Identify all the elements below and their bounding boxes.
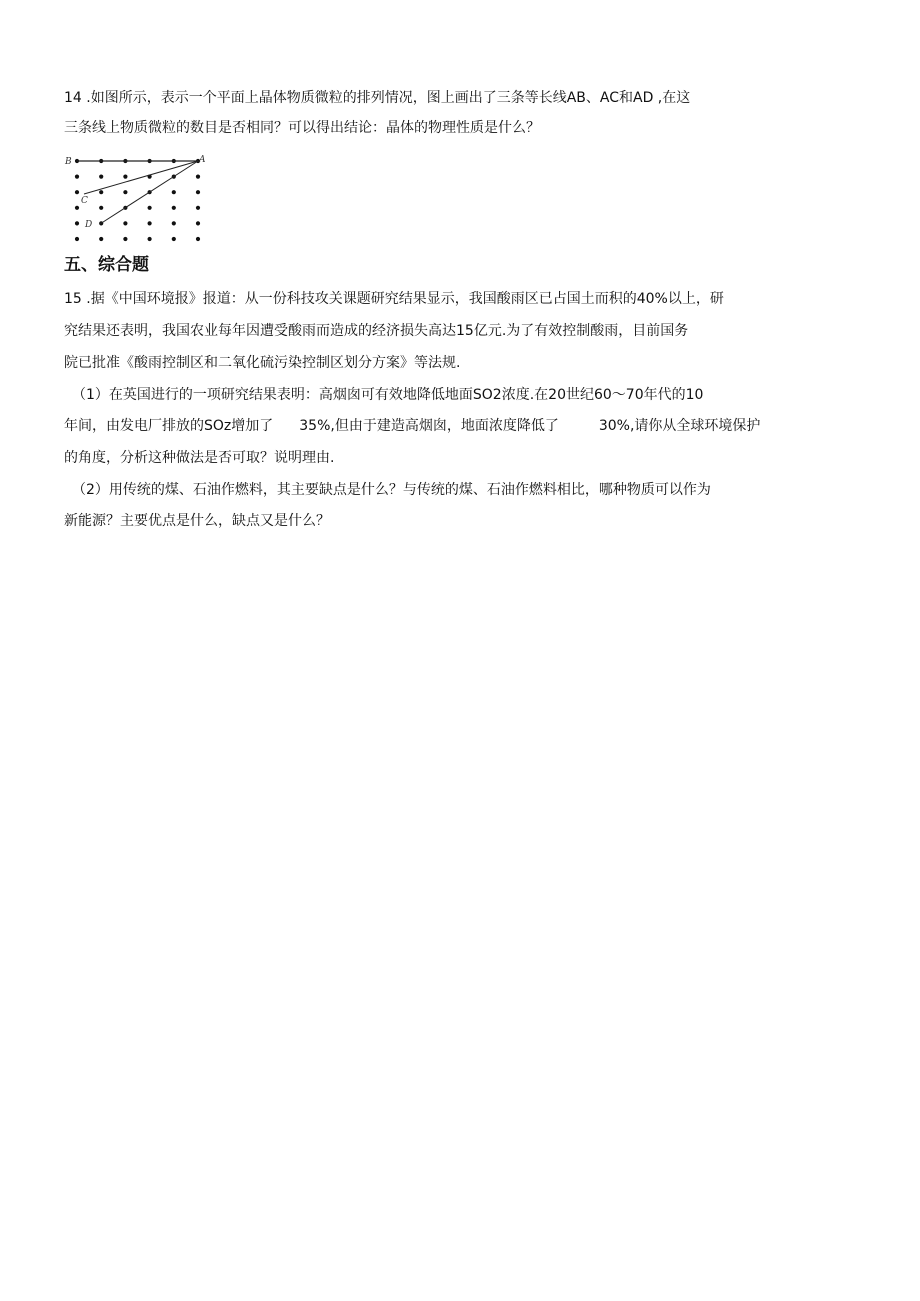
- q15-part1-line-3: 的角度，分析这种做法是否可取？说明理由.: [64, 450, 335, 466]
- label-b: B: [65, 157, 72, 167]
- lattice-dot: [123, 190, 127, 194]
- lattice-dot: [99, 190, 103, 194]
- q15-line-3: 院已批准《酸雨控制区和二氧化硫污染控制区划分方案》等法规.: [64, 355, 461, 371]
- q15-part1-line-2: [64, 416, 760, 436]
- line-ad: [100, 161, 198, 224]
- q15-part1-line-2-b: 35%,但由于建造高烟囱，地面浓度降低了: [299, 418, 559, 434]
- lattice-dot: [99, 206, 103, 210]
- lattice-dot: [75, 221, 79, 225]
- lattice-dot: [196, 221, 200, 225]
- lattice-dot: [123, 221, 127, 225]
- label-a: A: [199, 155, 206, 165]
- lattice-dot: [75, 206, 79, 210]
- lattice-dot: [196, 190, 200, 194]
- lattice-dot: [99, 237, 103, 241]
- lattice-dot: [172, 206, 176, 210]
- q15-part2-line-1: （2）用传统的煤、石油作燃料，其主要缺点是什么？与传统的煤、石油作燃料相比，哪种物质可以作为: [72, 482, 711, 498]
- section-title: 五、综合题: [64, 255, 149, 275]
- lattice-dot: [123, 237, 127, 241]
- q14-line-2: 三条线上物质微粒的数目是否相同？可以得出结论：晶体的物理性质是什么？: [64, 120, 540, 136]
- lattice-dot: [172, 190, 176, 194]
- lattice-dot: [148, 221, 152, 225]
- q15-line-2: 究结果还表明，我国农业每年因遭受酸雨而造成的经济损失高达15亿元.为了有效控制酸雨，目前国务: [64, 323, 689, 339]
- lattice-dot: [148, 237, 152, 241]
- lattice-dot: [123, 175, 127, 179]
- lattice-dot: [148, 206, 152, 210]
- q15-line-1: 15 .据《中国环境报》报道：从一份科技攻关课题研究结果显示，我国酸雨区已占国土而积的40%以上，研: [64, 291, 724, 307]
- q14-line-1: 14 .如图所示，表示一个平面上晶体物质微粒的排列情况，图上画出了三条等长线AB、AC和AD ,在这: [64, 90, 691, 106]
- crystal-lattice-figure: [62, 152, 207, 244]
- lattice-dot: [75, 237, 79, 241]
- lattice-dot: [75, 190, 79, 194]
- lattice-dot: [75, 175, 79, 179]
- lattice-dot: [196, 237, 200, 241]
- label-c: C: [81, 196, 88, 206]
- q15-part1-line-2-a: 年间，由发电厂排放的SOz增加了: [64, 418, 274, 434]
- q15-part2-line-2: 新能源？主要优点是什么，缺点又是什么？: [64, 513, 330, 529]
- q15-part1-line-1: （1）在英国进行的一项研究结果表明：高烟囱可有效地降低地面SO2浓度.在20世纪60～70年代的10: [72, 387, 704, 403]
- lattice-dot: [172, 237, 176, 241]
- q15-part1-line-2-c: 30%,请你从全球环境保护: [598, 418, 761, 434]
- lattice-dot: [196, 175, 200, 179]
- lattice-dot: [196, 206, 200, 210]
- label-d: D: [85, 220, 93, 230]
- lattice-dot: [99, 175, 103, 179]
- lattice-dot: [172, 221, 176, 225]
